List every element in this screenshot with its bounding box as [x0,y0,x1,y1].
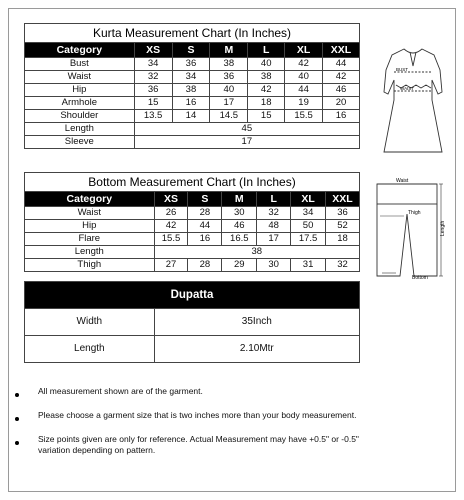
bottom-chart-title: Bottom Measurement Chart (In Inches) [25,173,360,192]
cell: 40 [210,84,248,97]
cell: 19 [285,97,323,110]
row-label: Shoulder [25,110,135,123]
cell: 17 [257,233,291,246]
bottom-illustration [374,178,452,280]
cell: 36 [134,84,172,97]
cell: 28 [188,259,222,272]
cell: 46 [222,220,257,233]
cell: 36 [210,71,248,84]
cell: 16 [323,110,360,123]
cell: 32 [257,207,291,220]
table-row [25,309,360,336]
list-item [24,386,444,397]
note-text: Please choose a garment size that is two inches more than your body measurement. [38,410,357,420]
bottom-header-m: M [222,192,257,207]
cell: 17 [210,97,248,110]
row-label: Sleeve [25,136,135,149]
table-row [25,233,360,246]
bottom-header-xl: XL [291,192,326,207]
pants-label-waist: Waist [396,178,409,184]
cell: 36 [326,207,360,220]
cell: 40 [285,71,323,84]
cell: 31 [291,259,326,272]
cell: 34 [291,207,326,220]
bottom-header-xxl: XXL [326,192,360,207]
row-label: Length [25,123,135,136]
table-row [25,123,360,136]
row-label: Width [25,309,155,336]
cell: 15 [248,110,285,123]
bottom-header-category: Category [25,192,155,207]
cell: 34 [134,58,172,71]
kurta-label-waist: WAIST [400,86,415,91]
notes-list [24,386,444,469]
cell: 38 [154,246,359,259]
cell: 42 [154,220,188,233]
table-row [25,220,360,233]
table-row [25,71,360,84]
cell: 32 [326,259,360,272]
row-label: Length [25,336,155,363]
bottom-measurement-table [24,172,360,272]
cell: 30 [222,207,257,220]
kurta-measurement-table [24,23,360,149]
pants-label-length: Length [440,220,446,236]
kurta-label-bust: BUST [396,67,409,72]
table-row [25,136,360,149]
table-row [25,259,360,272]
kurta-header-xl: XL [285,43,323,58]
cell: 42 [285,58,323,71]
row-label: Hip [25,220,155,233]
row-label: Thigh [25,259,155,272]
cell: 42 [248,84,285,97]
table-row [25,246,360,259]
cell: 36 [172,58,210,71]
kurta-header-xxl: XXL [323,43,360,58]
cell: 46 [323,84,360,97]
bottom-header-l: L [257,192,291,207]
cell: 20 [323,97,360,110]
row-label: Bust [25,58,135,71]
note-text: All measurement shown are of the garment. [38,386,203,396]
cell: 38 [248,71,285,84]
cell: 48 [257,220,291,233]
table-row [25,58,360,71]
kurta-header-l: L [248,43,285,58]
cell: 16 [188,233,222,246]
cell: 44 [188,220,222,233]
cell: 18 [248,97,285,110]
pants-drawing-icon [374,178,452,280]
row-label: Flare [25,233,155,246]
note-text: Size points given are only for reference. Actual Measurement may have +0.5" or -0.5" variation depending on pattern. [38,434,359,455]
row-label: Waist [25,71,135,84]
kurta-header-m: M [210,43,248,58]
dupatta-table [24,281,360,363]
row-label: Waist [25,207,155,220]
cell: 17.5 [291,233,326,246]
row-label: Hip [25,84,135,97]
cell: 15.5 [154,233,188,246]
cell: 44 [323,58,360,71]
cell: 26 [154,207,188,220]
pants-label-bottom: Bottom [412,275,428,280]
pants-label-thigh: Thigh [408,210,421,216]
cell: 15 [134,97,172,110]
table-row [25,110,360,123]
table-row [25,336,360,363]
cell: 13.5 [134,110,172,123]
bullet-icon [15,441,19,445]
cell: 2.10Mtr [154,336,359,363]
bullet-icon [15,393,19,397]
row-label: Length [25,246,155,259]
dupatta-title: Dupatta [25,282,360,309]
cell: 16.5 [222,233,257,246]
cell: 16 [172,97,210,110]
kurta-header-xs: XS [134,43,172,58]
bullet-icon [15,417,19,421]
row-label: Armhole [25,97,135,110]
kurta-drawing-icon [374,44,452,162]
kurta-chart-title: Kurta Measurement Chart (In Inches) [25,24,360,43]
bottom-header-s: S [188,192,222,207]
kurta-header-s: S [172,43,210,58]
cell: 15.5 [285,110,323,123]
cell: 30 [257,259,291,272]
cell: 42 [323,71,360,84]
cell: 50 [291,220,326,233]
cell: 52 [326,220,360,233]
table-row [25,97,360,110]
table-row [25,207,360,220]
kurta-illustration [374,44,452,162]
cell: 29 [222,259,257,272]
cell: 14.5 [210,110,248,123]
list-item [24,410,444,421]
cell: 45 [134,123,359,136]
cell: 38 [210,58,248,71]
cell: 27 [154,259,188,272]
cell: 14 [172,110,210,123]
bottom-header-xs: XS [154,192,188,207]
list-item [24,434,368,456]
cell: 28 [188,207,222,220]
cell: 17 [134,136,359,149]
cell: 44 [285,84,323,97]
cell: 35Inch [154,309,359,336]
cell: 18 [326,233,360,246]
cell: 32 [134,71,172,84]
cell: 40 [248,58,285,71]
kurta-header-category: Category [25,43,135,58]
cell: 34 [172,71,210,84]
cell: 38 [172,84,210,97]
table-row [25,84,360,97]
